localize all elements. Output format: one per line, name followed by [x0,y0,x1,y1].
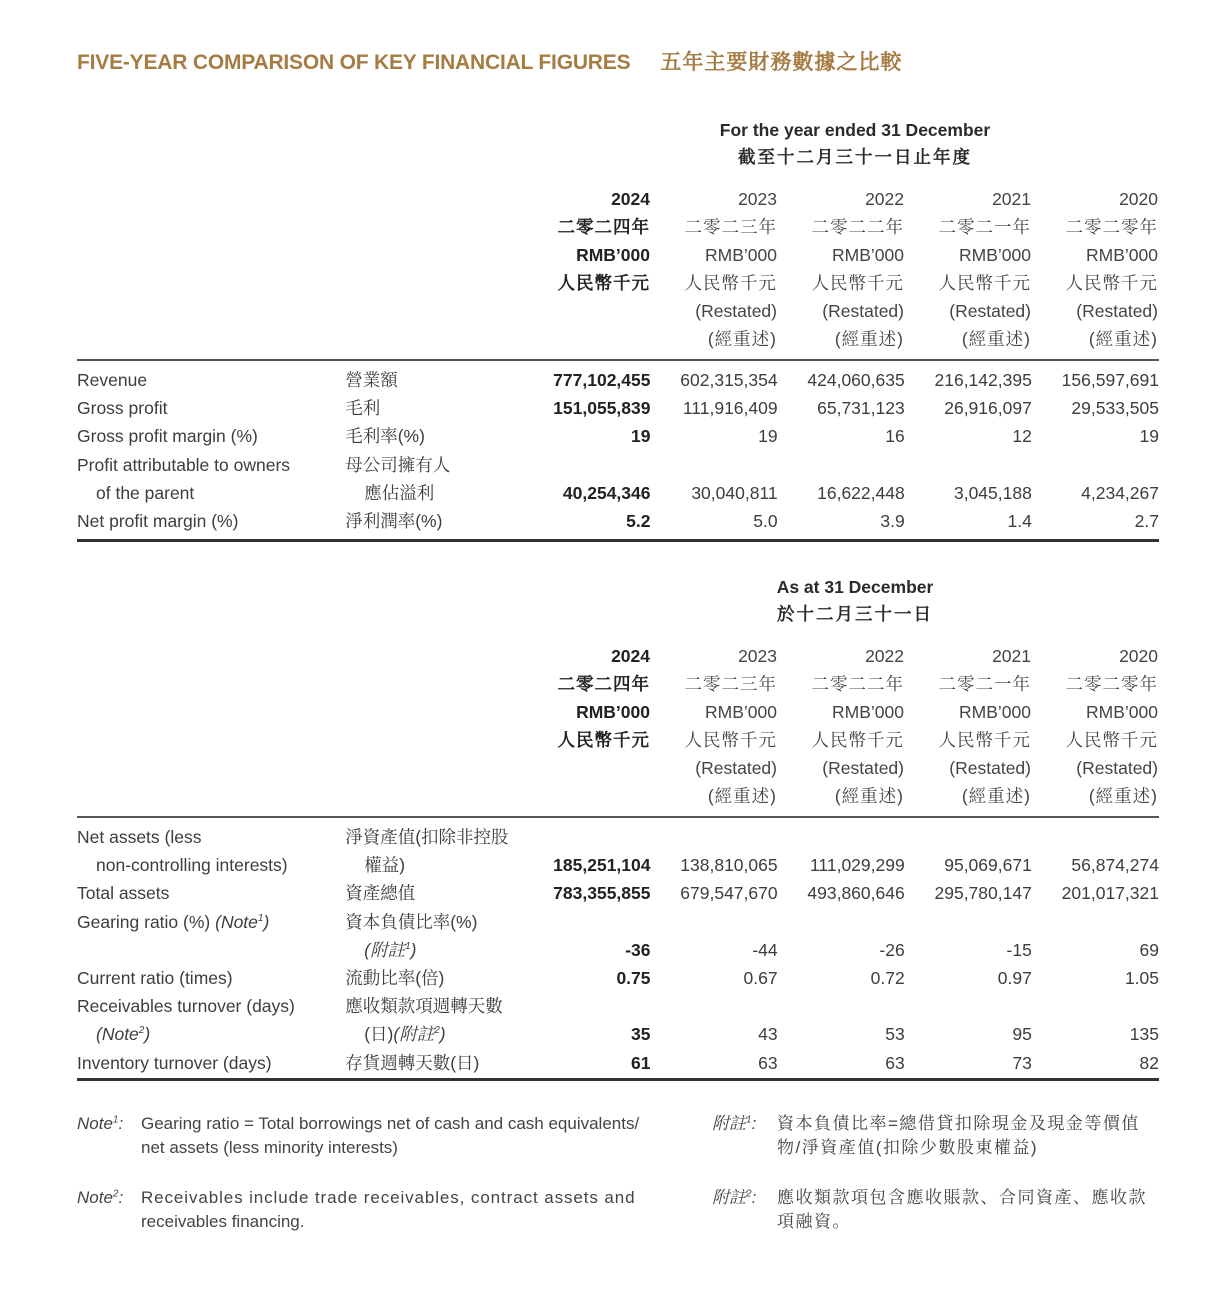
value-2023 [651,451,778,507]
value-2024: 0.75 [616,968,651,989]
note-line: receivables financing. [141,1212,305,1231]
value-2023 [651,992,778,1048]
note-line: 項融資。 [777,1212,851,1231]
value-text: 35 [631,1024,651,1045]
value-2022 [778,823,905,879]
note-number: 2 [434,1025,440,1037]
value-2021: 216,142,395 [934,370,1032,390]
note-label: 附註 [712,1188,746,1207]
value-2023: 602,315,354 [680,370,778,390]
value-2024: 783,355,855 [553,883,651,904]
note-label: Note [101,1024,139,1045]
value-text: 3,045,188 [953,482,1032,503]
value-2022: 3.9 [880,511,905,532]
value-text: 56,874,274 [1071,855,1159,876]
column-header-2024 [500,185,650,353]
value-2020: 82 [1139,1052,1159,1073]
table-row-net-profit-margin [77,507,1159,535]
header-unit-zh: 人民幣千元 [1065,730,1158,750]
value-2022: 65,731,123 [817,398,905,419]
value-2024: 5.2 [626,511,651,532]
header-year-zh: 二零二一年 [938,217,1031,237]
table-row-receivables-turnover [77,992,1159,1048]
value-text: 185,251,104 [553,855,651,876]
value-text: -36 [625,939,651,960]
value-text: 111,029,299 [809,855,905,876]
row-label-zh: 營業額 [345,370,398,390]
note-line: 應收類款項包含應收賬款、合同資產、應收款 [777,1188,1147,1207]
column-header-2020 [1031,642,1158,810]
note-label: 附註 [370,939,406,960]
value-text: 95,069,671 [944,855,1032,876]
header-unit: RMB’000 [705,702,777,722]
value-2024 [545,992,650,1048]
note-line: Receivables include trade receivables, contract assets and [141,1188,636,1207]
header-unit-zh: 人民幣千元 [938,730,1031,750]
value-2024 [545,908,650,964]
note-1-zh-text [777,1112,1140,1160]
value-2020: 29,533,505 [1071,398,1159,419]
value-2020: 19 [1139,426,1159,447]
value-2022: 16 [885,426,905,447]
table-row-gearing-ratio [77,908,1159,964]
header-year: 2021 [992,189,1031,209]
row-label-en: Gross profit margin (%) [77,426,258,447]
value-text: 43 [758,1024,778,1045]
title-english: FIVE-YEAR COMPARISON OF KEY FINANCIAL FIGURES [77,51,631,74]
header-restated: (Restated) [822,301,904,321]
value-2023: 63 [758,1052,778,1073]
balance-period-en: As at 31 December [776,577,934,597]
value-2022: 493,860,646 [807,883,905,904]
row-label-en [77,823,345,879]
note-number: 2 [138,1025,145,1037]
value-2024: 61 [631,1052,651,1073]
income-column-headers [500,185,1158,353]
header-year: 2022 [865,189,904,209]
value-2021: 12 [1012,426,1032,447]
column-header-2021 [904,642,1031,810]
row-label-en-line1 [77,908,345,936]
header-unit: RMB’000 [832,702,904,722]
table-row-net-assets [77,823,1159,879]
value-2023: 19 [758,426,778,447]
header-year: 2023 [738,189,777,209]
title-chinese: 五年主要財務數據之比較 [660,51,903,74]
note-1-zh-label: 附註$^1$: [712,1114,757,1133]
header-year: 2024 [611,189,650,209]
value-text: 53 [885,1024,905,1045]
row-label-en: Current ratio (times) [77,968,233,989]
note-1-zh [712,1112,1162,1162]
header-year: 2023 [738,646,777,666]
note-reference: (Note$^1$) [215,911,270,932]
value-2021: 295,780,147 [934,883,1032,904]
income-header-divider [77,359,1159,361]
value-2023: 111,916,409 [682,398,778,419]
header-restated-zh: (經重述) [1088,786,1158,806]
column-header-2024 [500,642,650,810]
row-label-zh [345,823,545,879]
value-2021 [905,908,1032,964]
note-label: Note [77,1114,113,1133]
value-2020: 2.7 [1134,511,1159,532]
header-unit: RMB’000 [832,245,904,265]
balance-table-bottom-rule [77,1078,1159,1081]
row-label-zh: 流動比率(倍) [345,968,445,989]
value-text: -15 [1006,939,1032,960]
header-restated: (Restated) [695,301,777,321]
column-header-2023 [650,185,777,353]
note-reference: (附註$^2$) [393,1024,446,1045]
note-number: 1 [112,1114,119,1126]
header-restated-zh: (經重述) [834,329,904,349]
row-label-zh: 毛利 [345,398,381,419]
value-text: 138,810,065 [680,855,778,876]
value-2021: 0.97 [997,968,1032,989]
header-year-zh: 二零二零年 [1065,674,1158,694]
value-2020: 1.05 [1124,968,1159,989]
header-restated-zh: (經重述) [707,329,777,349]
value-2022: 0.72 [870,968,905,989]
row-label-en-line1: Profit attributable to owners [77,454,291,475]
column-header-2021 [904,185,1031,353]
header-restated: (Restated) [1076,301,1158,321]
value-2021: 1.4 [1007,511,1032,532]
header-unit-zh: 人民幣千元 [938,273,1031,293]
value-2021 [905,992,1032,1048]
row-label-en-line1: Receivables turnover (days) [77,996,295,1017]
header-unit: RMB’000 [959,702,1031,722]
header-unit-zh: 人民幣千元 [557,273,650,293]
header-unit: RMB’000 [1086,702,1158,722]
table-row-revenue [77,366,1159,394]
value-text: 16,622,448 [817,482,905,503]
note-2-zh [712,1186,1162,1236]
note-1-en-text [141,1112,639,1160]
column-header-2023 [650,642,777,810]
row-label-zh-line1: 應收類款項週轉天數 [345,996,503,1017]
value-2024: 151,055,839 [553,398,651,419]
row-label-zh [345,992,545,1048]
row-label-zh: 資產總值 [345,883,416,904]
row-label-en-line2: (Note$^2$) [96,1024,151,1045]
page-title [77,46,902,76]
column-header-2022 [777,642,904,810]
value-2021 [905,451,1032,507]
value-2021: 73 [1012,1052,1032,1073]
header-unit-zh: 人民幣千元 [684,273,777,293]
balance-column-headers [500,642,1158,810]
value-2023: 0.67 [743,968,778,989]
note-2-zh-text [777,1186,1147,1234]
note-label: 附註 [399,1024,435,1045]
header-restated-zh: (經重述) [961,786,1031,806]
row-label-zh-line1: 淨資產值(扣除非控股 [345,827,509,847]
value-2020: 156,597,691 [1061,370,1159,390]
table-row-gross-profit [77,394,1159,422]
value-2020 [1032,908,1159,964]
balance-period-heading [560,574,1150,628]
row-label-zh [345,451,545,507]
header-unit-zh: 人民幣千元 [1065,273,1158,293]
header-restated: (Restated) [949,301,1031,321]
value-2020 [1032,823,1159,879]
header-restated: (Restated) [822,758,904,778]
header-year-zh: 二零二四年 [557,674,650,694]
header-year: 2021 [992,646,1031,666]
row-label-zh: 淨利潤率(%) [345,511,443,532]
value-2023 [651,908,778,964]
row-label-en-line2: non-controlling interests) [96,855,288,876]
value-text: 40,254,346 [562,482,651,503]
balance-period-zh: 於十二月三十一日 [777,604,933,624]
header-unit: RMB’000 [1086,245,1158,265]
row-label-zh-line2: (附註$^1$) [364,939,417,960]
value-2024 [545,823,650,879]
income-period-en: For the year ended 31 December [719,120,991,140]
note-line: 資本負債比率=總借貸扣除現金及現金等價值 [777,1114,1140,1133]
value-text: -44 [752,939,778,960]
header-unit: RMB’000 [576,245,650,265]
note-line: Gearing ratio = Total borrowings net of cash and cash equivalents/ [141,1114,640,1133]
header-unit-zh: 人民幣千元 [811,730,904,750]
row-label-zh: 存貨週轉天數(日) [345,1052,480,1073]
note-label: 附註 [712,1114,746,1133]
row-label-en [77,908,345,964]
header-year-zh: 二零二零年 [1065,217,1158,237]
note-2-en-text [141,1186,635,1234]
note-line: 物/淨資產值(扣除少數股東權益) [777,1138,1039,1157]
value-2022 [778,451,905,507]
note-label: Note [77,1188,113,1207]
column-header-2020 [1031,185,1158,353]
note-number: 2 [746,1188,752,1200]
value-text: 30,040,811 [691,482,778,503]
header-year-zh: 二零二一年 [938,674,1031,694]
value-2021: 26,916,097 [944,398,1032,419]
header-year: 2020 [1119,189,1158,209]
header-restated-zh: (經重述) [1088,329,1158,349]
value-text: 4,234,267 [1081,482,1159,503]
note-line: net assets (less minority interests) [141,1138,398,1157]
value-2023: 679,547,670 [680,883,778,904]
header-unit: RMB’000 [705,245,777,265]
column-header-2022 [777,185,904,353]
row-label-zh-line1: 資本負債比率(%) [345,911,478,932]
row-label-en: Revenue [77,370,148,390]
label-text: Gearing ratio (%) [77,911,216,932]
income-table [77,366,1159,535]
value-text: 95 [1012,1024,1032,1045]
table-row-profit-attributable [77,451,1159,507]
table-row-inventory-turnover [77,1049,1159,1077]
row-label-zh [345,908,545,964]
header-year-zh: 二零二四年 [557,217,650,237]
label-text: (日) [364,1024,394,1045]
value-2022 [778,908,905,964]
value-2022: 63 [885,1052,905,1073]
value-2024: 777,102,455 [553,370,651,390]
value-2021 [905,823,1032,879]
header-unit: RMB’000 [576,702,650,722]
header-restated: (Restated) [695,758,777,778]
row-label-zh-line1: 母公司擁有人 [345,454,451,475]
header-year: 2020 [1119,646,1158,666]
row-label-en [77,451,345,507]
balance-table [77,823,1159,1077]
note-2-en-label: Note$^2$: [77,1188,124,1207]
value-2020: 201,017,321 [1061,883,1159,904]
row-label-en-line2: of the parent [96,482,195,503]
value-2024 [545,451,650,507]
note-number: 1 [746,1114,752,1126]
note-number: 2 [112,1188,119,1200]
header-year-zh: 二零二二年 [811,674,904,694]
row-label-zh-line2: 應佔溢利 [364,482,435,503]
row-label-en: Inventory turnover (days) [77,1052,272,1073]
header-year: 2024 [611,646,650,666]
row-label-zh-line2: 權益) [364,855,406,876]
header-restated: (Restated) [949,758,1031,778]
header-unit-zh: 人民幣千元 [557,730,650,750]
header-restated-zh: (經重述) [834,786,904,806]
row-label-en [77,992,345,1048]
table-row-current-ratio [77,964,1159,992]
value-2023: 5.0 [753,511,778,532]
note-number: 1 [257,912,264,924]
value-2022 [778,992,905,1048]
value-2024: 19 [631,426,651,447]
header-restated-zh: (經重述) [707,786,777,806]
note-1-en [77,1112,697,1162]
income-period-zh: 截至十二月三十一日止年度 [738,147,972,167]
table-row-gross-profit-margin [77,422,1159,450]
header-year-zh: 二零二三年 [684,217,777,237]
header-restated: (Restated) [1076,758,1158,778]
note-number: 1 [405,940,411,952]
row-label-zh-line2 [345,1020,445,1048]
header-restated-zh: (經重述) [961,329,1031,349]
balance-header-divider [77,816,1159,818]
header-unit: RMB’000 [959,245,1031,265]
note-1-en-label: Note$^1$: [77,1114,124,1133]
note-2-en [77,1186,697,1236]
note-label: Note [220,911,258,932]
row-label-en: Gross profit [77,398,168,419]
value-2020 [1032,992,1159,1048]
note-2-zh-label: 附註$^2$: [712,1188,757,1207]
header-year: 2022 [865,646,904,666]
income-table-bottom-rule [77,539,1159,542]
row-label-zh: 毛利率(%) [345,426,425,447]
value-text: 135 [1129,1024,1159,1045]
value-2023 [651,823,778,879]
row-label-en: Net profit margin (%) [77,511,239,532]
header-year-zh: 二零二二年 [811,217,904,237]
header-unit-zh: 人民幣千元 [684,730,777,750]
value-text: 69 [1139,939,1159,960]
value-text: -26 [879,939,905,960]
row-label-en-line1: Net assets (less [77,827,202,847]
row-label-en: Total assets [77,883,170,904]
value-2022: 424,060,635 [807,370,905,390]
income-period-heading [560,117,1150,171]
header-year-zh: 二零二三年 [684,674,777,694]
value-2020 [1032,451,1159,507]
header-unit-zh: 人民幣千元 [811,273,904,293]
table-row-total-assets [77,879,1159,907]
